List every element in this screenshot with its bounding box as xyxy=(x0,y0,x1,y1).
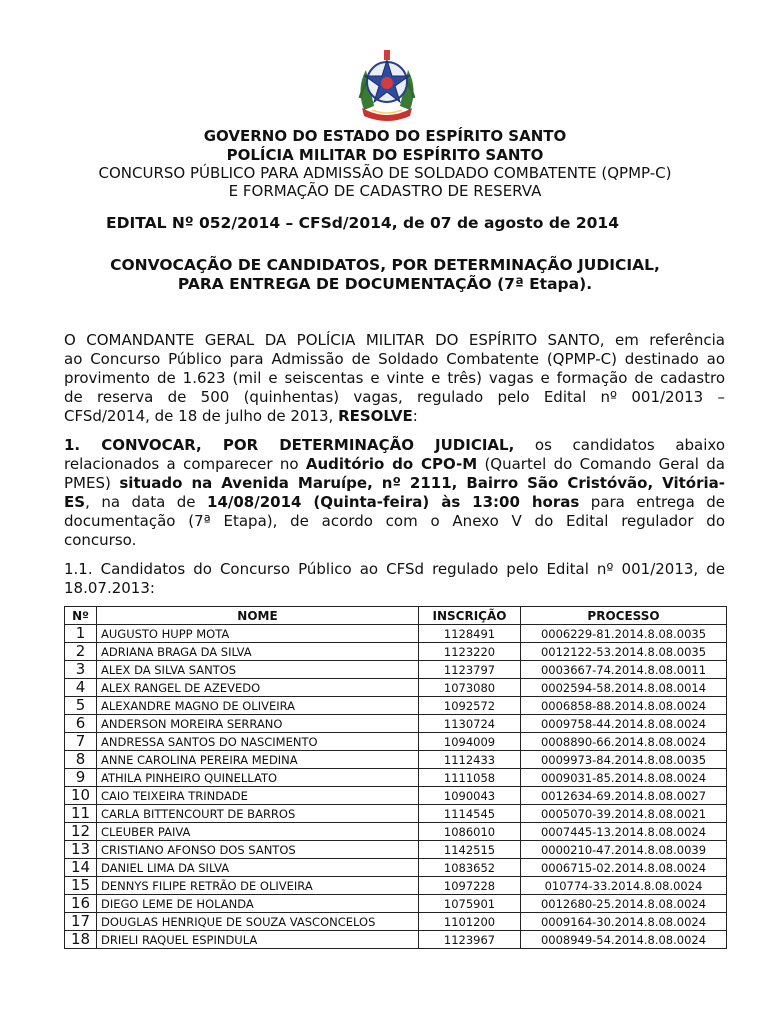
cell-registration: 1083652 xyxy=(419,859,521,877)
cell-process: 0008890-66.2014.8.08.0024 xyxy=(521,733,727,751)
cell-number: 17 xyxy=(65,913,97,931)
table-row xyxy=(65,715,727,733)
cell-registration: 1128491 xyxy=(419,625,521,643)
header-reserve: E FORMAÇÃO DE CADASTRO DE RESERVA xyxy=(228,182,542,200)
intro-line: de reserva de 500 (quinhentas) vagas, regulado pelo Edital nº 001/2013 – xyxy=(64,388,725,406)
table-row xyxy=(65,787,727,805)
cell-number: 9 xyxy=(65,769,97,787)
cell-registration: 1094009 xyxy=(419,733,521,751)
cell-process: 0012680-25.2014.8.08.0024 xyxy=(521,895,727,913)
table-row xyxy=(65,913,727,931)
cell-process: 0012122-53.2014.8.08.0035 xyxy=(521,643,727,661)
cell-registration: 1123797 xyxy=(419,661,521,679)
cell-process: 0006229-81.2014.8.08.0035 xyxy=(521,625,727,643)
cell-registration: 1073080 xyxy=(419,679,521,697)
item-1-line xyxy=(64,474,725,493)
item-1-line: documentação (7ª Etapa), de acordo com o Anexo V do Edital regulador do xyxy=(64,512,725,530)
cell-name: ALEX RANGEL DE AZEVEDO xyxy=(97,679,419,697)
cell-name: CLEUBER PAIVA xyxy=(97,823,419,841)
cell-process: 0009973-84.2014.8.08.0035 xyxy=(521,751,727,769)
cell-process: 0000210-47.2014.8.08.0039 xyxy=(521,841,727,859)
candidates-table-body xyxy=(65,625,727,949)
header-police: POLÍCIA MILITAR DO ESPÍRITO SANTO xyxy=(226,146,544,164)
cell-name: ALEX DA SILVA SANTOS xyxy=(97,661,419,679)
cell-name: ANDERSON MOREIRA SERRANO xyxy=(97,715,419,733)
cell-name: CRISTIANO AFONSO DOS SANTOS xyxy=(97,841,419,859)
item-1-text: PMES) xyxy=(64,474,120,492)
column-header-registration: INSCRIÇÃO xyxy=(419,607,521,625)
item-1-line xyxy=(64,493,725,512)
cell-number: 12 xyxy=(65,823,97,841)
item-1-paragraph xyxy=(64,436,725,550)
table-row xyxy=(65,751,727,769)
intro-line: ao Concurso Público para Admissão de Soldado Combatente (QPMP-C) destinado ao xyxy=(64,350,725,368)
coat-of-arms-logo xyxy=(352,48,422,124)
cell-process: 0009031-85.2014.8.08.0024 xyxy=(521,769,727,787)
table-row xyxy=(65,931,727,949)
item-1-line xyxy=(64,455,725,474)
table-row xyxy=(65,769,727,787)
cell-registration: 1097228 xyxy=(419,877,521,895)
cell-process: 0008949-54.2014.8.08.0024 xyxy=(521,931,727,949)
table-header-row xyxy=(65,607,727,625)
edital-title: EDITAL Nº 052/2014 – CFSd/2014, de 07 de agosto de 2014 xyxy=(106,214,619,232)
column-header-process: PROCESSO xyxy=(521,607,727,625)
cell-registration: 1142515 xyxy=(419,841,521,859)
cell-process: 0009758-44.2014.8.08.0024 xyxy=(521,715,727,733)
cell-registration: 1114545 xyxy=(419,805,521,823)
item-1-1-paragraph xyxy=(64,560,725,598)
table-row xyxy=(65,805,727,823)
item-1-line xyxy=(64,436,725,455)
venue-address: situado na Avenida Maruípe, nº 2111, Bairro São Cristóvão, Vitória- xyxy=(119,474,726,492)
item-1-line: concurso. xyxy=(64,531,137,549)
cell-process: 0009164-30.2014.8.08.0024 xyxy=(521,913,727,931)
cell-number: 15 xyxy=(65,877,97,895)
intro-paragraph xyxy=(64,331,725,426)
cell-registration: 1075901 xyxy=(419,895,521,913)
cell-name: DIEGO LEME DE HOLANDA xyxy=(97,895,419,913)
column-header-name: NOME xyxy=(97,607,419,625)
convocation-date: 14/08/2014 (Quinta-feira) às 13:00 horas xyxy=(207,493,580,511)
cell-registration: 1111058 xyxy=(419,769,521,787)
cell-registration: 1123967 xyxy=(419,931,521,949)
cell-registration: 1130724 xyxy=(419,715,521,733)
item-1-1-line: 18.07.2013: xyxy=(64,579,155,597)
column-header-number: Nº xyxy=(65,607,97,625)
convocation-line-1: CONVOCAÇÃO DE CANDIDATOS, POR DETERMINAÇÃO JUDICIAL, xyxy=(110,256,660,274)
cell-number: 6 xyxy=(65,715,97,733)
table-row xyxy=(65,877,727,895)
cell-process: 010774-33.2014.8.08.0024 xyxy=(521,877,727,895)
cell-registration: 1090043 xyxy=(419,787,521,805)
cell-process: 0006858-88.2014.8.08.0024 xyxy=(521,697,727,715)
cell-number: 16 xyxy=(65,895,97,913)
candidates-table xyxy=(64,606,727,949)
intro-line xyxy=(64,407,725,426)
cell-name: ADRIANA BRAGA DA SILVA xyxy=(97,643,419,661)
item-1-text: para entrega de xyxy=(579,493,725,511)
table-row xyxy=(65,859,727,877)
cell-number: 1 xyxy=(65,625,97,643)
item-1-1-line: 1.1. Candidatos do Concurso Público ao CFSd regulado pelo Edital nº 001/2013, de xyxy=(64,560,725,578)
intro-text: CFSd/2014, de 18 de julho de 2013, xyxy=(64,407,339,425)
item-1-heading: 1. CONVOCAR, POR DETERMINAÇÃO JUDICIAL, xyxy=(64,436,515,454)
venue-state: ES xyxy=(64,493,86,511)
cell-name: ANDRESSA SANTOS DO NASCIMENTO xyxy=(97,733,419,751)
cell-number: 18 xyxy=(65,931,97,949)
convocation-line-2: PARA ENTREGA DE DOCUMENTAÇÃO (7ª Etapa). xyxy=(177,275,593,293)
cell-registration: 1101200 xyxy=(419,913,521,931)
intro-line: provimento de 1.623 (mil e seiscentas e vinte e três) vagas e formação de cadastro xyxy=(64,369,725,387)
cell-number: 13 xyxy=(65,841,97,859)
cell-name: DRIELI RAQUEL ESPINDULA xyxy=(97,931,419,949)
header-government: GOVERNO DO ESTADO DO ESPÍRITO SANTO xyxy=(203,127,567,145)
cell-name: ANNE CAROLINA PEREIRA MEDINA xyxy=(97,751,419,769)
cell-number: 2 xyxy=(65,643,97,661)
item-1-text: (Quartel do Comando Geral da xyxy=(477,455,725,473)
cell-registration: 1112433 xyxy=(419,751,521,769)
cell-name: DOUGLAS HENRIQUE DE SOUZA VASCONCELOS xyxy=(97,913,419,931)
cell-registration: 1092572 xyxy=(419,697,521,715)
table-row xyxy=(65,841,727,859)
table-row xyxy=(65,679,727,697)
cell-number: 14 xyxy=(65,859,97,877)
cell-name: DANIEL LIMA DA SILVA xyxy=(97,859,419,877)
resolve-keyword: RESOLVE xyxy=(338,407,413,425)
intro-text: : xyxy=(412,407,418,425)
cell-registration: 1086010 xyxy=(419,823,521,841)
cell-name: AUGUSTO HUPP MOTA xyxy=(97,625,419,643)
cell-number: 8 xyxy=(65,751,97,769)
cell-process: 0002594-58.2014.8.08.0014 xyxy=(521,679,727,697)
cell-name: DENNYS FILIPE RETRÃO DE OLIVEIRA xyxy=(97,877,419,895)
table-row xyxy=(65,895,727,913)
table-row xyxy=(65,823,727,841)
item-1-text: os candidatos abaixo xyxy=(514,436,726,454)
venue-name: Auditório do CPO-M xyxy=(305,455,478,473)
cell-number: 3 xyxy=(65,661,97,679)
header-contest: CONCURSO PÚBLICO PARA ADMISSÃO DE SOLDADO COMBATENTE (QPMP-C) xyxy=(98,164,672,182)
cell-process: 0005070-39.2014.8.08.0021 xyxy=(521,805,727,823)
table-row xyxy=(65,733,727,751)
cell-name: CAIO TEIXEIRA TRINDADE xyxy=(97,787,419,805)
table-row xyxy=(65,643,727,661)
cell-name: ALEXANDRE MAGNO DE OLIVEIRA xyxy=(97,697,419,715)
table-row xyxy=(65,697,727,715)
cell-process: 0007445-13.2014.8.08.0024 xyxy=(521,823,727,841)
cell-process: 0003667-74.2014.8.08.0011 xyxy=(521,661,727,679)
cell-name: ATHILA PINHEIRO QUINELLATO xyxy=(97,769,419,787)
item-1-text: relacionados a comparecer no xyxy=(64,455,306,473)
cell-number: 4 xyxy=(65,679,97,697)
cell-process: 0006715-02.2014.8.08.0024 xyxy=(521,859,727,877)
cell-process: 0012634-69.2014.8.08.0027 xyxy=(521,787,727,805)
cell-number: 7 xyxy=(65,733,97,751)
cell-number: 11 xyxy=(65,805,97,823)
cell-number: 10 xyxy=(65,787,97,805)
table-row xyxy=(65,625,727,643)
table-row xyxy=(65,661,727,679)
cell-number: 5 xyxy=(65,697,97,715)
cell-registration: 1123220 xyxy=(419,643,521,661)
cell-name: CARLA BITTENCOURT DE BARROS xyxy=(97,805,419,823)
intro-line: O COMANDANTE GERAL DA POLÍCIA MILITAR DO ESPÍRITO SANTO, em referência xyxy=(64,331,725,349)
convocation-title xyxy=(0,256,770,294)
item-1-text: , na data de xyxy=(85,493,208,511)
